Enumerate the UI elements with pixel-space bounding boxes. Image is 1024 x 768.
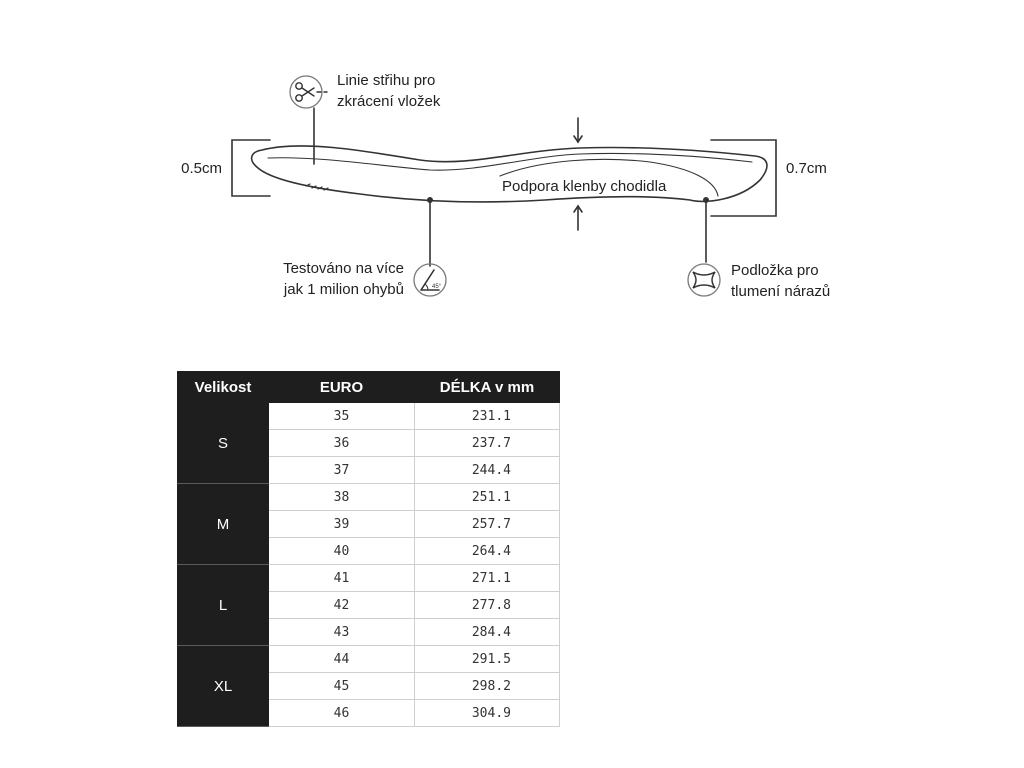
shock-pad-label-line-1: Podložka pro bbox=[731, 262, 819, 279]
arch-support-label: Podpora klenby chodidla bbox=[502, 178, 667, 195]
euro-cell: 43 bbox=[269, 619, 415, 646]
cut-line-label-line-2: zkrácení vložek bbox=[337, 93, 441, 110]
size-group-s: S bbox=[178, 403, 269, 484]
length-cell: 231.1 bbox=[415, 403, 560, 430]
euro-cell: 35 bbox=[269, 403, 415, 430]
left-thickness-bracket bbox=[232, 140, 270, 196]
length-cell: 264.4 bbox=[415, 538, 560, 565]
header-length: DÉLKA v mm bbox=[415, 372, 560, 403]
angle-mark: 45° bbox=[432, 284, 442, 290]
size-group-m: M bbox=[178, 484, 269, 565]
euro-cell: 44 bbox=[269, 646, 415, 673]
arch-arrow-bottom bbox=[574, 206, 582, 230]
cut-line-label bbox=[337, 70, 440, 112]
header-size: Velikost bbox=[178, 372, 269, 403]
left-thickness-label: 0.5cm bbox=[181, 160, 222, 177]
cut-line-label-line-1: Linie střihu pro bbox=[337, 72, 436, 89]
length-cell: 298.2 bbox=[415, 673, 560, 700]
flex-angle-icon bbox=[414, 264, 446, 296]
length-cell: 284.4 bbox=[415, 619, 560, 646]
flex-test-label bbox=[240, 258, 404, 300]
table-row bbox=[178, 646, 560, 673]
shock-pad-icon bbox=[688, 264, 720, 296]
length-cell: 277.8 bbox=[415, 592, 560, 619]
euro-cell: 46 bbox=[269, 700, 415, 727]
header-euro: EURO bbox=[269, 372, 415, 403]
arch-arrow-top bbox=[574, 118, 582, 142]
length-cell: 257.7 bbox=[415, 511, 560, 538]
flex-test-label-line-2: jak 1 milion ohybů bbox=[283, 281, 404, 298]
length-cell: 237.7 bbox=[415, 430, 560, 457]
euro-cell: 40 bbox=[269, 538, 415, 565]
euro-cell: 45 bbox=[269, 673, 415, 700]
shock-pad-leader-dot bbox=[704, 198, 708, 202]
right-thickness-bracket bbox=[711, 140, 776, 216]
size-group-xl: XL bbox=[178, 646, 269, 727]
flex-test-leader-dot bbox=[428, 198, 432, 202]
table-row bbox=[178, 484, 560, 511]
euro-cell: 42 bbox=[269, 592, 415, 619]
table-header-row bbox=[178, 372, 560, 403]
length-cell: 291.5 bbox=[415, 646, 560, 673]
table-row bbox=[178, 565, 560, 592]
length-cell: 244.4 bbox=[415, 457, 560, 484]
euro-cell: 37 bbox=[269, 457, 415, 484]
shock-pad-label bbox=[731, 260, 830, 302]
euro-cell: 36 bbox=[269, 430, 415, 457]
flex-test-label-line-1: Testováno na více bbox=[283, 260, 404, 277]
length-cell: 251.1 bbox=[415, 484, 560, 511]
euro-cell: 39 bbox=[269, 511, 415, 538]
shock-pad-label-line-2: tlumení nárazů bbox=[731, 283, 831, 300]
scissors-icon bbox=[290, 76, 327, 108]
euro-cell: 41 bbox=[269, 565, 415, 592]
size-group-l: L bbox=[178, 565, 269, 646]
right-thickness-label: 0.7cm bbox=[786, 160, 827, 177]
euro-cell: 38 bbox=[269, 484, 415, 511]
length-cell: 304.9 bbox=[415, 700, 560, 727]
size-table bbox=[177, 371, 560, 727]
length-cell: 271.1 bbox=[415, 565, 560, 592]
table-row bbox=[178, 403, 560, 430]
